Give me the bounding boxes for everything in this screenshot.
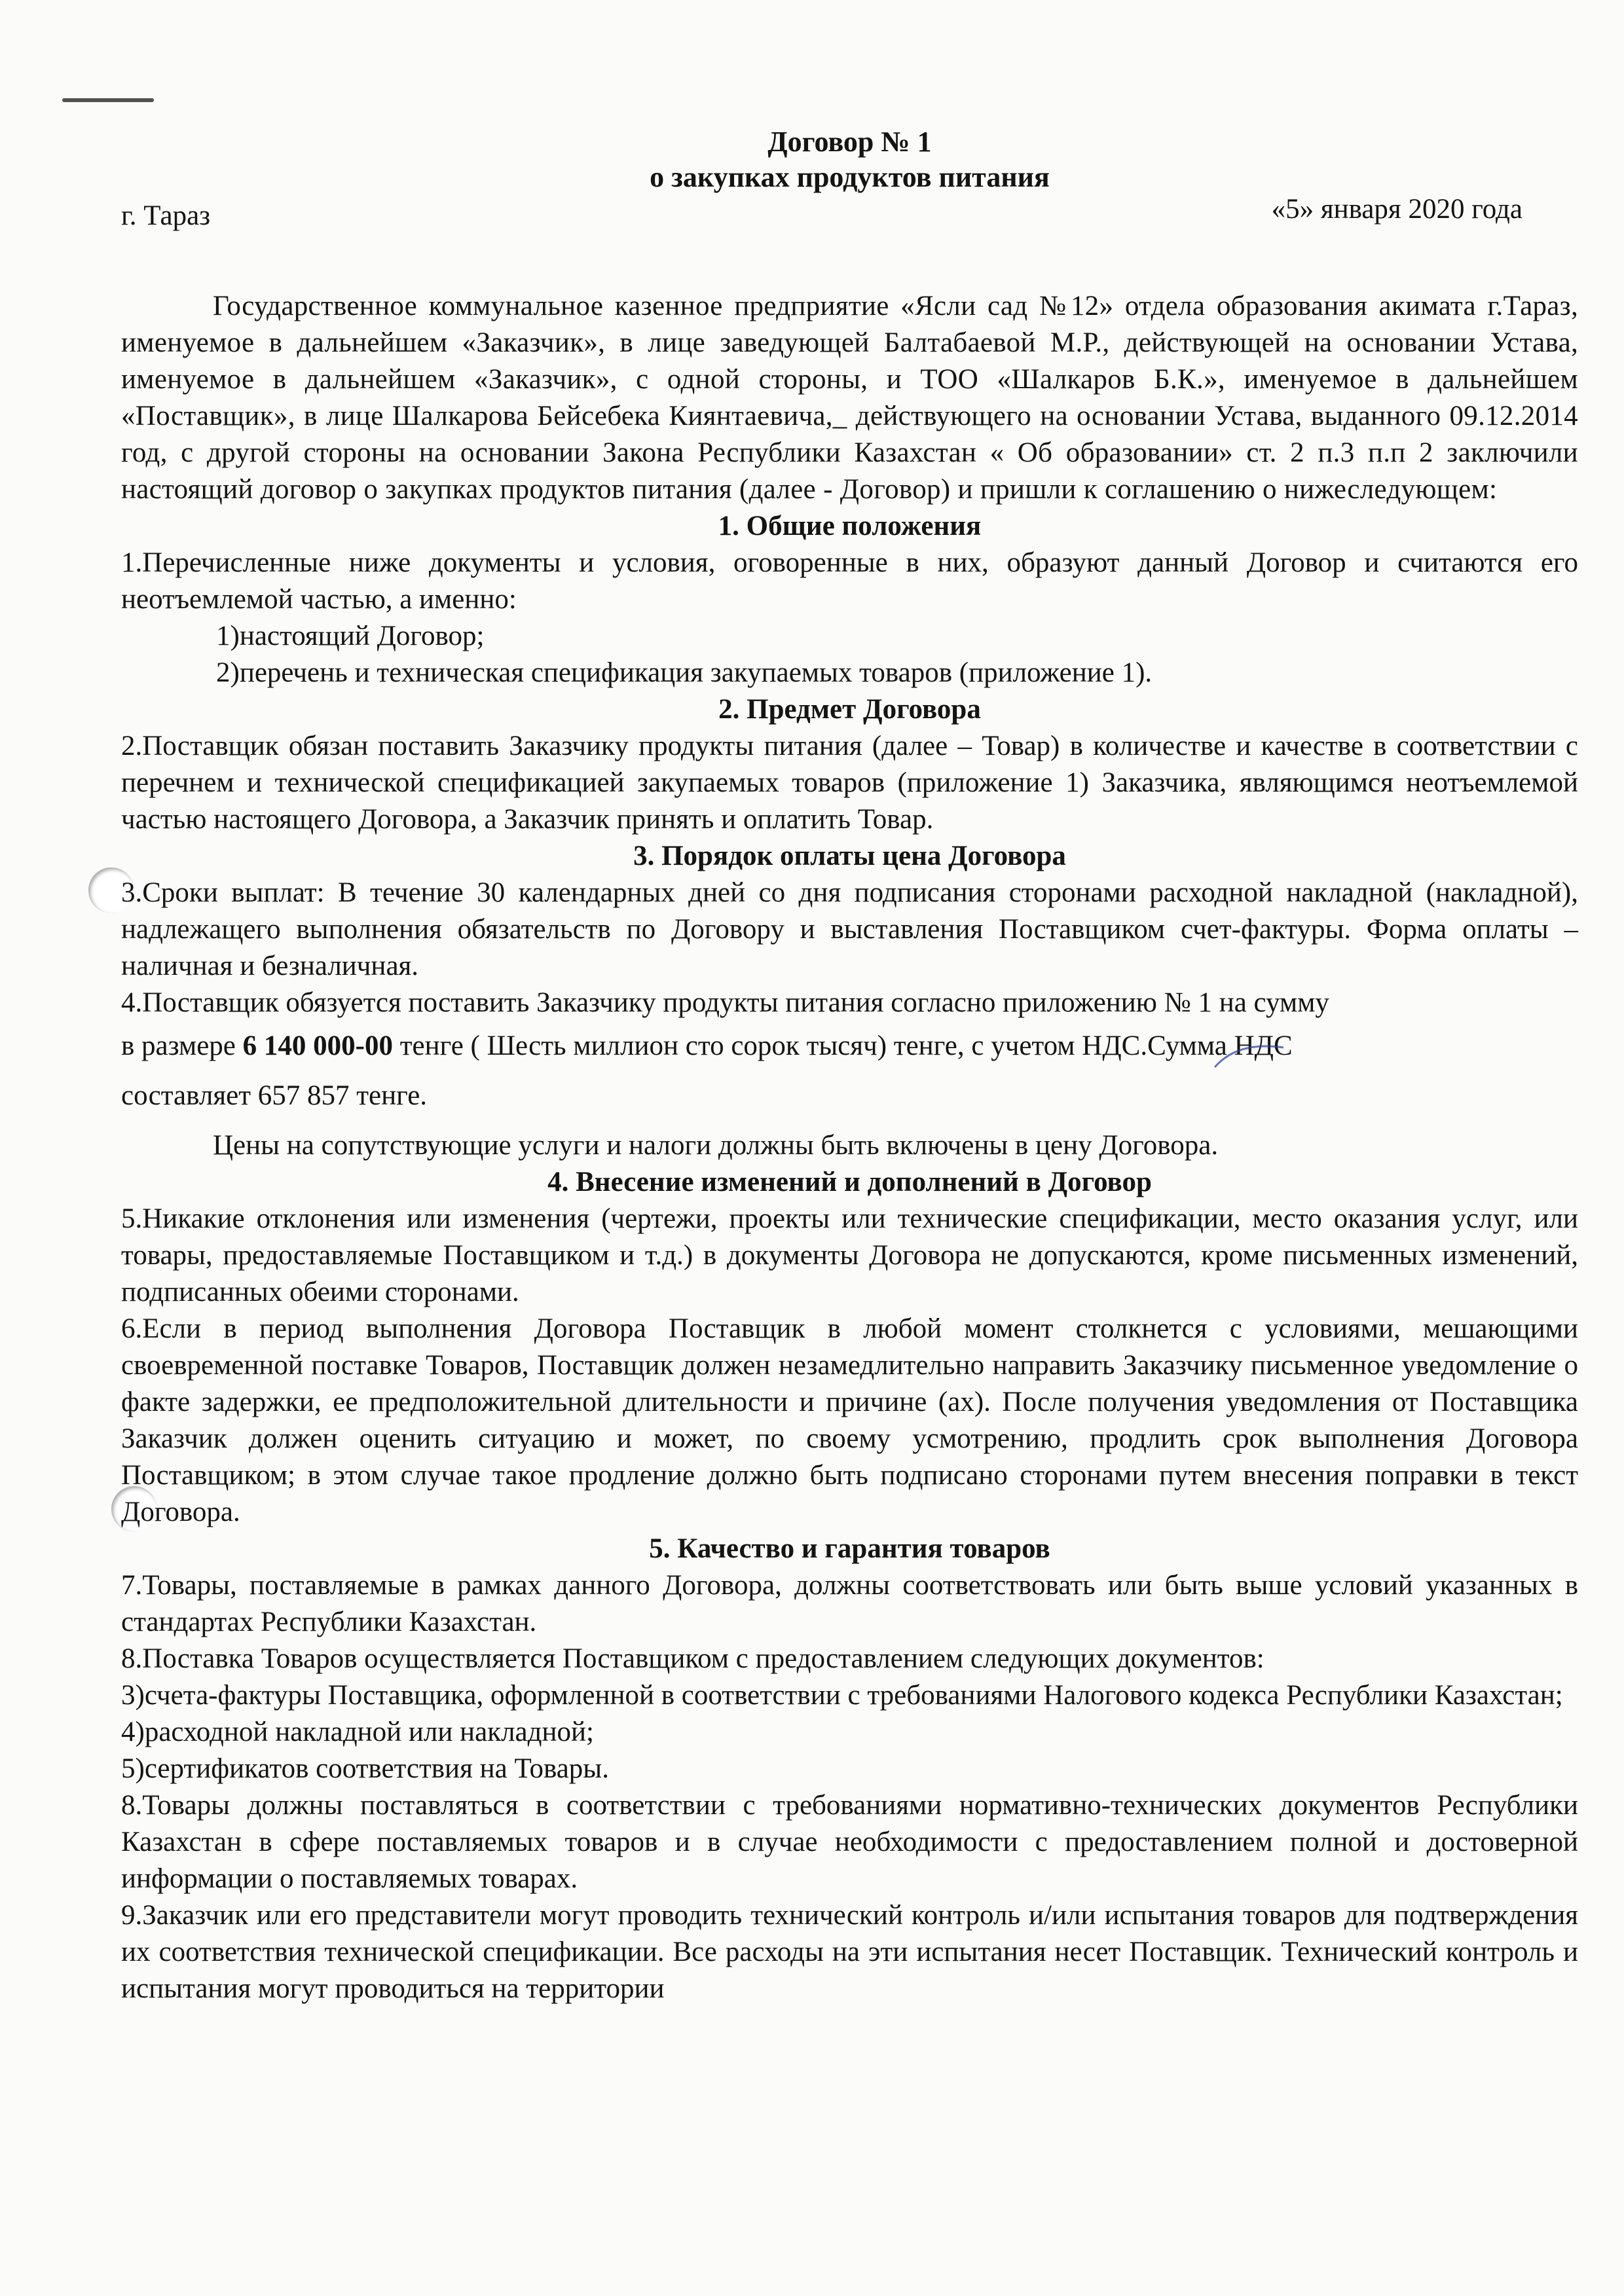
amount-prefix: в размере xyxy=(121,1030,243,1061)
scan-edge-mark xyxy=(62,98,154,102)
section4-p2: 6.Если в период выполнения Договора Поставщик в любой момент столкнется с условиями, мешающими своевременной поставке Товаров, Поставщик должен незамедлительно направить Заказчику письменное уведомление о факте задержки, ее предположительной длительности и причине (ах). После получения уведомления от Поставщика Заказчик должен оценить ситуацию и может, по своему усмотрению, продлить срок выполнения Договора Поставщиком; в этом случае такое продление должно быть подписано сторонами путем внесения поправки в текст Договора. xyxy=(121,1313,1578,1527)
city-date-row xyxy=(121,194,1578,237)
section5-p4: 4)расходной накладной или накладной; xyxy=(121,1717,594,1747)
contract-date: «5» января 2020 года xyxy=(1271,194,1522,225)
section3-p5: Цены на сопутствующие услуги и налоги должны быть включены в цену Договора. xyxy=(213,1130,1219,1161)
section5-p1: 7.Товары, поставляемые в рамках данного Договора, должны соответствовать или быть выше условий указанных в стандартах Республики Казахстан. xyxy=(121,1570,1578,1637)
section5-p3: 3)счета-фактуры Поставщика, оформленной в соответствии с требованиями Налогового кодекса Республики Казахстан; xyxy=(121,1680,1563,1711)
contract-amount: 6 140 000-00 xyxy=(242,1030,393,1061)
contract-subtitle: о закупках продуктов питания xyxy=(650,161,1050,193)
section5-p2: 8.Поставка Товаров осуществляется Поставщиком с предоставлением следующих документов: xyxy=(121,1643,1264,1674)
section5-p6: 8.Товары должны поставляться в соответствии с требованиями нормативно-технических документов Республики Казахстан в сфере поставляемых товаров и в случае необходимости с предоставлением полной и достоверной информации о поставляемых товарах. xyxy=(121,1790,1578,1894)
section1-heading: 1. Общие положения xyxy=(718,511,982,541)
section5-p5: 5)сертификатов соответствия на Товары. xyxy=(121,1753,609,1784)
section4-p1: 5.Никакие отклонения или изменения (чертежи, проекты или технические спецификации, место оказания услуг, или товары, предоставляемые Поставщиком и т.д.) в документы Договора не допускаются, кроме письменных изменений, подписанных обеими сторонами. xyxy=(121,1203,1578,1307)
section1-p1: 1.Перечисленные ниже документы и условия, оговоренные в них, образуют данный Договор и считаются его неотъемлемой частью, а именно: xyxy=(121,547,1578,615)
contract-document xyxy=(121,124,1578,2007)
section3-amount-line xyxy=(121,1021,1578,1071)
preamble: Государственное коммунальное казенное предприятие «Ясли сад №12» отдела образования акимата г.Тараз, именуемое в дальнейшем «Заказчик», в лице заведующей Балтабаевой М.Р., действующей на основании Устава, именуемое в дальнейшем «Заказчик», с одной стороны, и ТОО «Шалкаров Б.К.», именуемое в дальнейшем «Поставщик», в лице Шалкарова Бейсебека Киянтаевича,_ действующего на основании Устава, выданного 09.12.2014 год, с другой стороны на основании Закона Республики Казахстан « Об образовании» ст. 2 п.3 п.п 2 заключили настоящий договор о закупках продуктов питания (далее - Договор) и пришли к соглашению о нижеследующем: xyxy=(121,291,1578,505)
section3-heading: 3. Порядок оплаты цена Договора xyxy=(633,841,1066,871)
section4-heading: 4. Внесение изменений и дополнений в Договор xyxy=(547,1167,1152,1197)
section3-p1: 3.Сроки выплат: В течение 30 календарных дней со дня подписания сторонами расходной накладной (накладной), надлежащего выполнения обязательств по Договору и выставления Поставщиком счет-фактуры. Форма оплаты – наличная и безналичная. xyxy=(121,877,1578,981)
vat-amount-line: составляет 657 857 тенге. xyxy=(121,1080,428,1111)
section1-item2: 2)перечень и техническая спецификация закупаемых товаров (приложение 1). xyxy=(216,657,1153,688)
city: г. Тараз xyxy=(121,200,211,231)
section1-item1: 1)настоящий Договор; xyxy=(216,621,485,651)
contract-title: Договор № 1 xyxy=(767,126,932,158)
section3-p2: 4.Поставщик обязуется поставить Заказчику продукты питания согласно приложению № 1 на сумму xyxy=(121,987,1329,1018)
section5-heading: 5. Качество и гарантия товаров xyxy=(649,1533,1050,1564)
amount-suffix: тенге ( Шесть миллион сто сорок тысяч) тенге, с учетом НДС.Сумма НДС xyxy=(392,1030,1293,1061)
section5-p7: 9.Заказчик или его представители могут проводить технический контроль и/или испытания товаров для подтверждения их соответствия технической спецификации. Все расходы на эти испытания несет Поставщик. Технический контроль и испытания могут проводиться на территории xyxy=(121,1900,1578,2004)
section2-p1: 2.Поставщик обязан поставить Заказчику продукты питания (далее – Товар) в количестве и качестве в соответствии с перечнем и технической спецификацией закупаемых товаров (приложение 1) Заказчика, являющимся неотъемлемой частью настоящего Договора, а Заказчик принять и оплатить Товар. xyxy=(121,731,1578,835)
section2-heading: 2. Предмет Договора xyxy=(718,694,981,725)
